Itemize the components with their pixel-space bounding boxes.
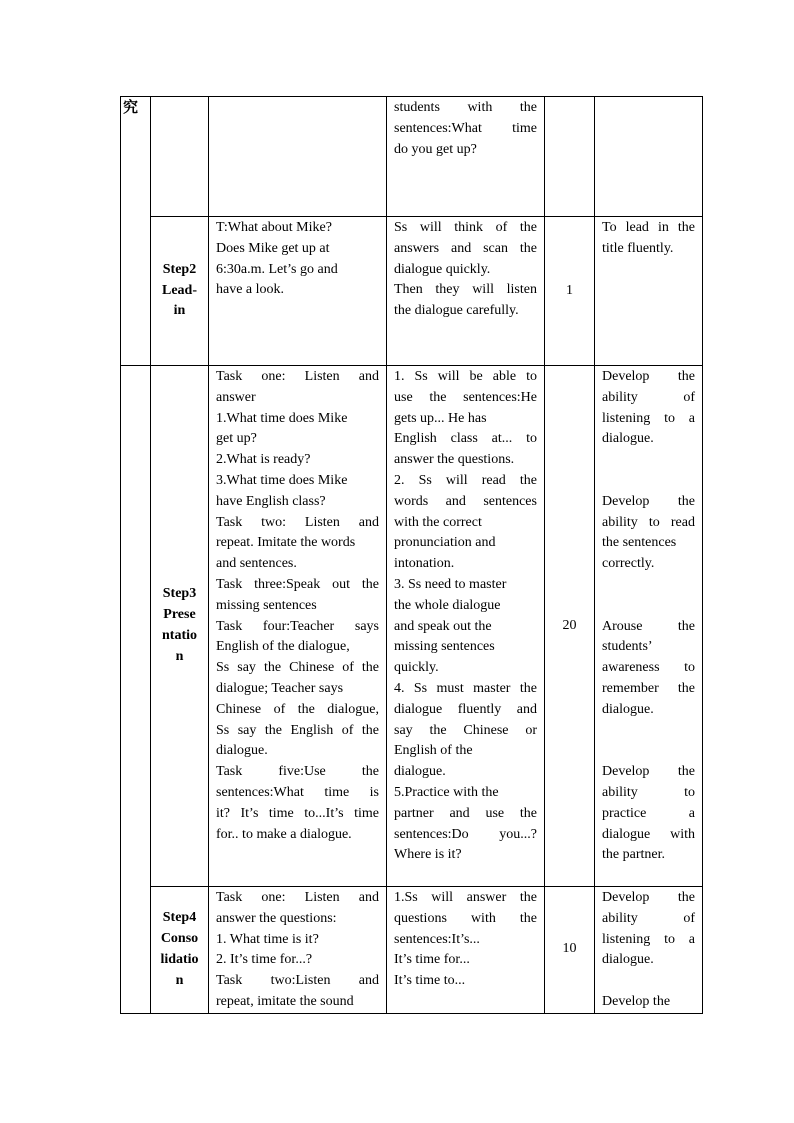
phase-cell [121,366,151,1014]
word: Task [216,576,243,592]
word: 1.Ss [394,890,418,905]
word: Ss [394,220,408,235]
word: Ss [414,369,428,384]
time-value: 20 [562,617,577,633]
word: sentences:What [216,784,304,800]
word: say [394,722,413,738]
word: to [664,410,675,426]
cell-line: Where is it? [394,847,462,863]
word: time [268,805,294,821]
word: listening [602,931,651,947]
word: say [237,660,256,676]
word: Task [216,369,243,384]
cell-line: sentences:It’s... [394,931,480,947]
word: will [445,472,468,488]
step-cell [151,97,209,217]
table-row [121,217,703,366]
cell-line: It’s time for... [394,952,470,968]
cell-line: repeat, imitate the sound [216,993,354,1009]
word: 4. [394,680,405,696]
word: time [324,784,350,800]
word: answers [394,240,440,256]
cell-line [216,700,379,721]
cell-line: the partner. [602,847,665,863]
cell-line: n [175,648,184,664]
cell-line [394,388,537,409]
cell-line: It’s time to... [394,973,466,989]
cell-line: dialogue. [216,743,268,759]
cell-line: answer [216,389,256,405]
cell-line: n [175,972,184,988]
cell-line: gets up... He has [394,410,487,426]
table-row [121,887,703,1014]
word: and [358,973,379,989]
word: a [688,410,695,426]
word: Task [216,973,243,989]
word: words [394,493,429,509]
cell-line [216,658,379,679]
cell-line: Conso [160,931,199,947]
purpose-cell [595,887,703,1014]
blank-line [602,596,695,617]
word: you...? [499,826,537,842]
word: Then [394,282,423,298]
cell-line: Step3 [162,586,197,602]
word: listen [506,282,537,298]
cell-line: lidatio [160,951,199,967]
word: the [519,240,537,256]
phase-cell [121,97,151,366]
word: sentences:Do [394,826,469,842]
word: to...It’s [304,805,344,821]
word: sentences:What [394,120,482,136]
cell-line: title fluently. [602,240,674,256]
word: Develop [602,764,650,780]
cell-line: dialogue. [394,764,446,780]
cell-line: Step2 [162,261,197,277]
word: the [519,220,537,235]
word: ability [602,910,638,926]
word: Task [216,890,243,905]
cell-line: do you get up? [394,141,477,157]
cell-line: ntatio [162,628,197,643]
table-row [121,366,703,887]
word: will [437,369,460,384]
word: the [429,389,447,405]
word: Task [216,514,243,530]
word: read [481,472,506,488]
word: with [670,826,695,842]
word: students [394,100,440,115]
blank-line [602,721,695,742]
word: the [519,472,537,488]
blank-line [602,741,695,762]
cell-line: correctly. [602,556,655,572]
word: or [525,722,537,738]
cell-line [602,909,695,930]
word: with [470,910,496,926]
word: say [237,722,257,738]
blank-line [602,575,695,596]
word: must [436,680,464,696]
cell-line: have a look. [216,282,285,298]
word: Listen [304,514,340,530]
word: the [519,680,537,696]
cell-line: dialogue quickly. [394,261,491,277]
word: the [677,618,695,634]
cell-line [216,513,379,534]
cell-line [394,471,537,492]
cell-line [394,679,537,700]
time-value: 1 [566,282,573,298]
word: Task [216,764,243,780]
cell-line: and sentences. [216,556,297,572]
cell-line: students’ [602,639,653,655]
word: time [512,120,537,136]
word: awareness [602,660,660,676]
word: out [332,576,350,592]
cell-line: answer the questions. [394,452,515,468]
word: ability [602,514,638,530]
time-cell [545,887,595,1014]
word: two:Listen [270,973,331,989]
purpose-cell [595,97,703,217]
cell-line: dialogue; Teacher says [216,680,344,696]
cell-line: English of the dialogue, [216,639,350,655]
word: ability [602,784,638,800]
word: to [664,931,675,947]
word: scan [483,240,508,256]
cell-line: Step4 [162,910,197,926]
word: English [394,431,437,447]
cell-line: Develop the [602,993,671,1009]
cell-line [394,909,537,930]
cell-line: the whole dialogue [394,597,501,613]
cell-line [394,492,537,513]
cell-line [394,721,537,742]
cell-line: 5.Practice with the [394,784,499,800]
cell-line [394,367,537,388]
phase-label: 究 [123,98,139,116]
word: of [341,722,354,738]
cell-line: have English class? [216,493,326,509]
word: dialogue [394,701,443,717]
word: the [519,100,537,115]
word: a [688,931,695,947]
word: to [526,431,537,447]
cell-line: with the correct [394,514,482,530]
cell-line: and speak out the [394,618,492,634]
word: Chinese [463,722,509,738]
word: three:Speak [254,576,321,592]
cell-line [602,513,695,534]
lesson-plan-table [120,96,703,1014]
word: listening [602,410,651,426]
word: questions [394,910,447,926]
cell-line: Lead- [162,282,197,298]
word: two: [261,514,287,530]
table-row [121,97,703,217]
word: Ss [216,722,230,738]
word: the [519,910,537,926]
word: one: [261,369,286,384]
cell-line [394,239,537,260]
cell-line: T:What about Mike? [216,220,332,235]
word: with [467,100,493,115]
blank-line [602,471,695,492]
step-cell [151,217,209,366]
student-activity-cell [387,217,545,366]
cell-line [602,218,695,239]
word: answer [466,890,507,905]
cell-line [394,429,537,450]
word: the [264,722,282,738]
word: and [445,493,466,509]
word: Chinese [289,660,335,676]
cell-line [216,575,379,596]
cell-line: 6:30a.m. Let’s go and [216,261,338,277]
word: says [354,618,379,634]
teacher-activity-cell [209,887,387,1014]
word: will [431,890,454,905]
cell-line [394,888,537,909]
cell-line [602,804,695,825]
word: in [657,220,669,235]
word: of [683,910,695,926]
cell-line: pronunciation and [394,535,496,551]
word: time [354,805,379,821]
cell-line: 3. Ss need to master [394,576,507,592]
lesson-plan-body [121,97,703,1014]
cell-line: intonation. [394,556,455,572]
cell-line: answer the questions: [216,910,337,926]
cell-line: 2.What is ready? [216,452,311,468]
student-activity-cell [387,887,545,1014]
word: at... [491,431,513,447]
word: of [342,660,354,676]
time-cell [545,97,595,217]
cell-line [394,119,537,140]
word: will [472,282,494,298]
cell-line: for.. to make a dialogue. [216,826,352,842]
word: ability [602,389,638,405]
word: four:Teacher [262,618,335,634]
cell-line: English of the [394,743,473,759]
word: Task [216,618,243,634]
word: the [519,805,537,821]
word: the [677,493,695,509]
student-activity-cell [387,366,545,887]
cell-line: missing sentences [216,597,317,613]
cell-line [394,700,537,721]
word: class [450,431,478,447]
word: Listen [304,890,340,905]
word: the [361,660,379,676]
cell-line [216,888,379,909]
cell-line [394,825,537,846]
word: Develop [602,890,650,905]
time-value: 10 [562,941,577,957]
cell-line [602,783,695,804]
word: the [677,680,695,696]
cell-line [602,825,695,846]
cell-line [602,492,695,513]
word: partner [394,805,434,821]
cell-line [216,971,379,992]
word: and [449,805,470,821]
cell-line: 1.What time does Mike [216,410,348,426]
cell-line [394,280,537,301]
step-cell [151,366,209,887]
word: the [519,890,537,905]
word: Ss [413,680,428,696]
word: Arouse [602,618,643,634]
word: the [297,701,315,717]
word: fluently [457,701,502,717]
cell-line: Does Mike get up at [216,240,330,256]
word: Listen [304,369,340,384]
word: English [290,722,334,738]
cell-line: get up? [216,431,257,447]
cell-line: Prese [163,607,196,623]
word: dialogue [602,826,651,842]
word: Ss [418,472,432,488]
word: to [648,514,660,530]
word: of [683,389,695,405]
word: the [361,764,379,780]
blank-line [602,971,695,992]
word: and [358,369,379,384]
cell-line: dialogue. [602,952,654,968]
cell-line [602,367,695,388]
word: will [419,220,442,235]
word: lead [625,220,649,235]
cell-line [216,804,379,825]
word: Develop [602,493,650,509]
word: it? [216,805,230,821]
word: to [684,784,695,800]
word: and [516,701,537,717]
cell-line [602,617,695,638]
cell-line: dialogue. [602,701,654,717]
word: use [485,805,505,821]
cell-line [394,218,537,239]
word: read [670,514,695,530]
cell-line: repeat. Imitate the words [216,535,356,551]
word: to [684,660,695,676]
cell-line: in [173,303,186,319]
student-activity-cell [387,97,545,217]
cell-line: 2. It’s time for...? [216,952,313,968]
word: It’s [240,805,259,821]
word: use [394,389,413,405]
cell-line: dialogue. [602,431,654,447]
lesson-plan-page [120,96,702,1014]
cell-line [602,888,695,909]
cell-line [216,617,379,638]
cell-line: missing sentences [394,639,495,655]
word: Develop [602,369,650,384]
word: Ss [216,660,230,676]
cell-line [602,388,695,409]
word: practice [602,805,647,821]
cell-line [394,804,537,825]
word: the [677,369,695,384]
word: is [369,784,379,800]
word: they [435,282,460,298]
cell-line: 3.What time does Mike [216,472,348,488]
word: To [602,220,617,235]
step-cell [151,887,209,1014]
word: be [469,369,483,384]
word: think [454,220,483,235]
word: sentences [483,493,537,509]
word: Chinese [216,701,262,717]
cell-line: the dialogue carefully. [394,303,519,319]
word: and [358,514,379,530]
word: sentences:He [463,389,537,405]
word: one: [261,890,286,905]
word: 1. [394,369,405,384]
cell-line [602,679,695,700]
teacher-activity-cell [209,366,387,887]
purpose-cell [595,217,703,366]
word: a [688,805,695,821]
word: the [677,764,695,780]
word: remember [602,680,659,696]
word: and [358,890,379,905]
cell-line [602,762,695,783]
cell-line [602,409,695,430]
purpose-cell [595,366,703,887]
cell-line [602,658,695,679]
cell-line: quickly. [394,660,439,676]
word: master [473,680,511,696]
cell-line [394,98,537,119]
word: the [263,660,282,676]
time-cell [545,366,595,887]
word: to [526,369,537,384]
cell-line [602,930,695,951]
word: and [451,240,472,256]
word: 2. [394,472,405,488]
word: of [273,701,286,717]
blank-line [602,450,695,471]
word: the [677,890,695,905]
word: of [495,220,508,235]
cell-line [216,783,379,804]
cell-line: the sentences [602,535,677,551]
cell-line [216,367,379,388]
word: the [361,722,379,738]
word: able [492,369,517,384]
cell-line [216,721,379,742]
word: dialogue, [327,701,379,717]
word: the [361,576,379,592]
time-cell [545,217,595,366]
word: the [429,722,447,738]
cell-line: 1. What time is it? [216,931,319,947]
cell-line [216,762,379,783]
word: the [677,220,695,235]
word: five:Use [278,764,326,780]
teacher-activity-cell [209,97,387,217]
teacher-activity-cell [209,217,387,366]
